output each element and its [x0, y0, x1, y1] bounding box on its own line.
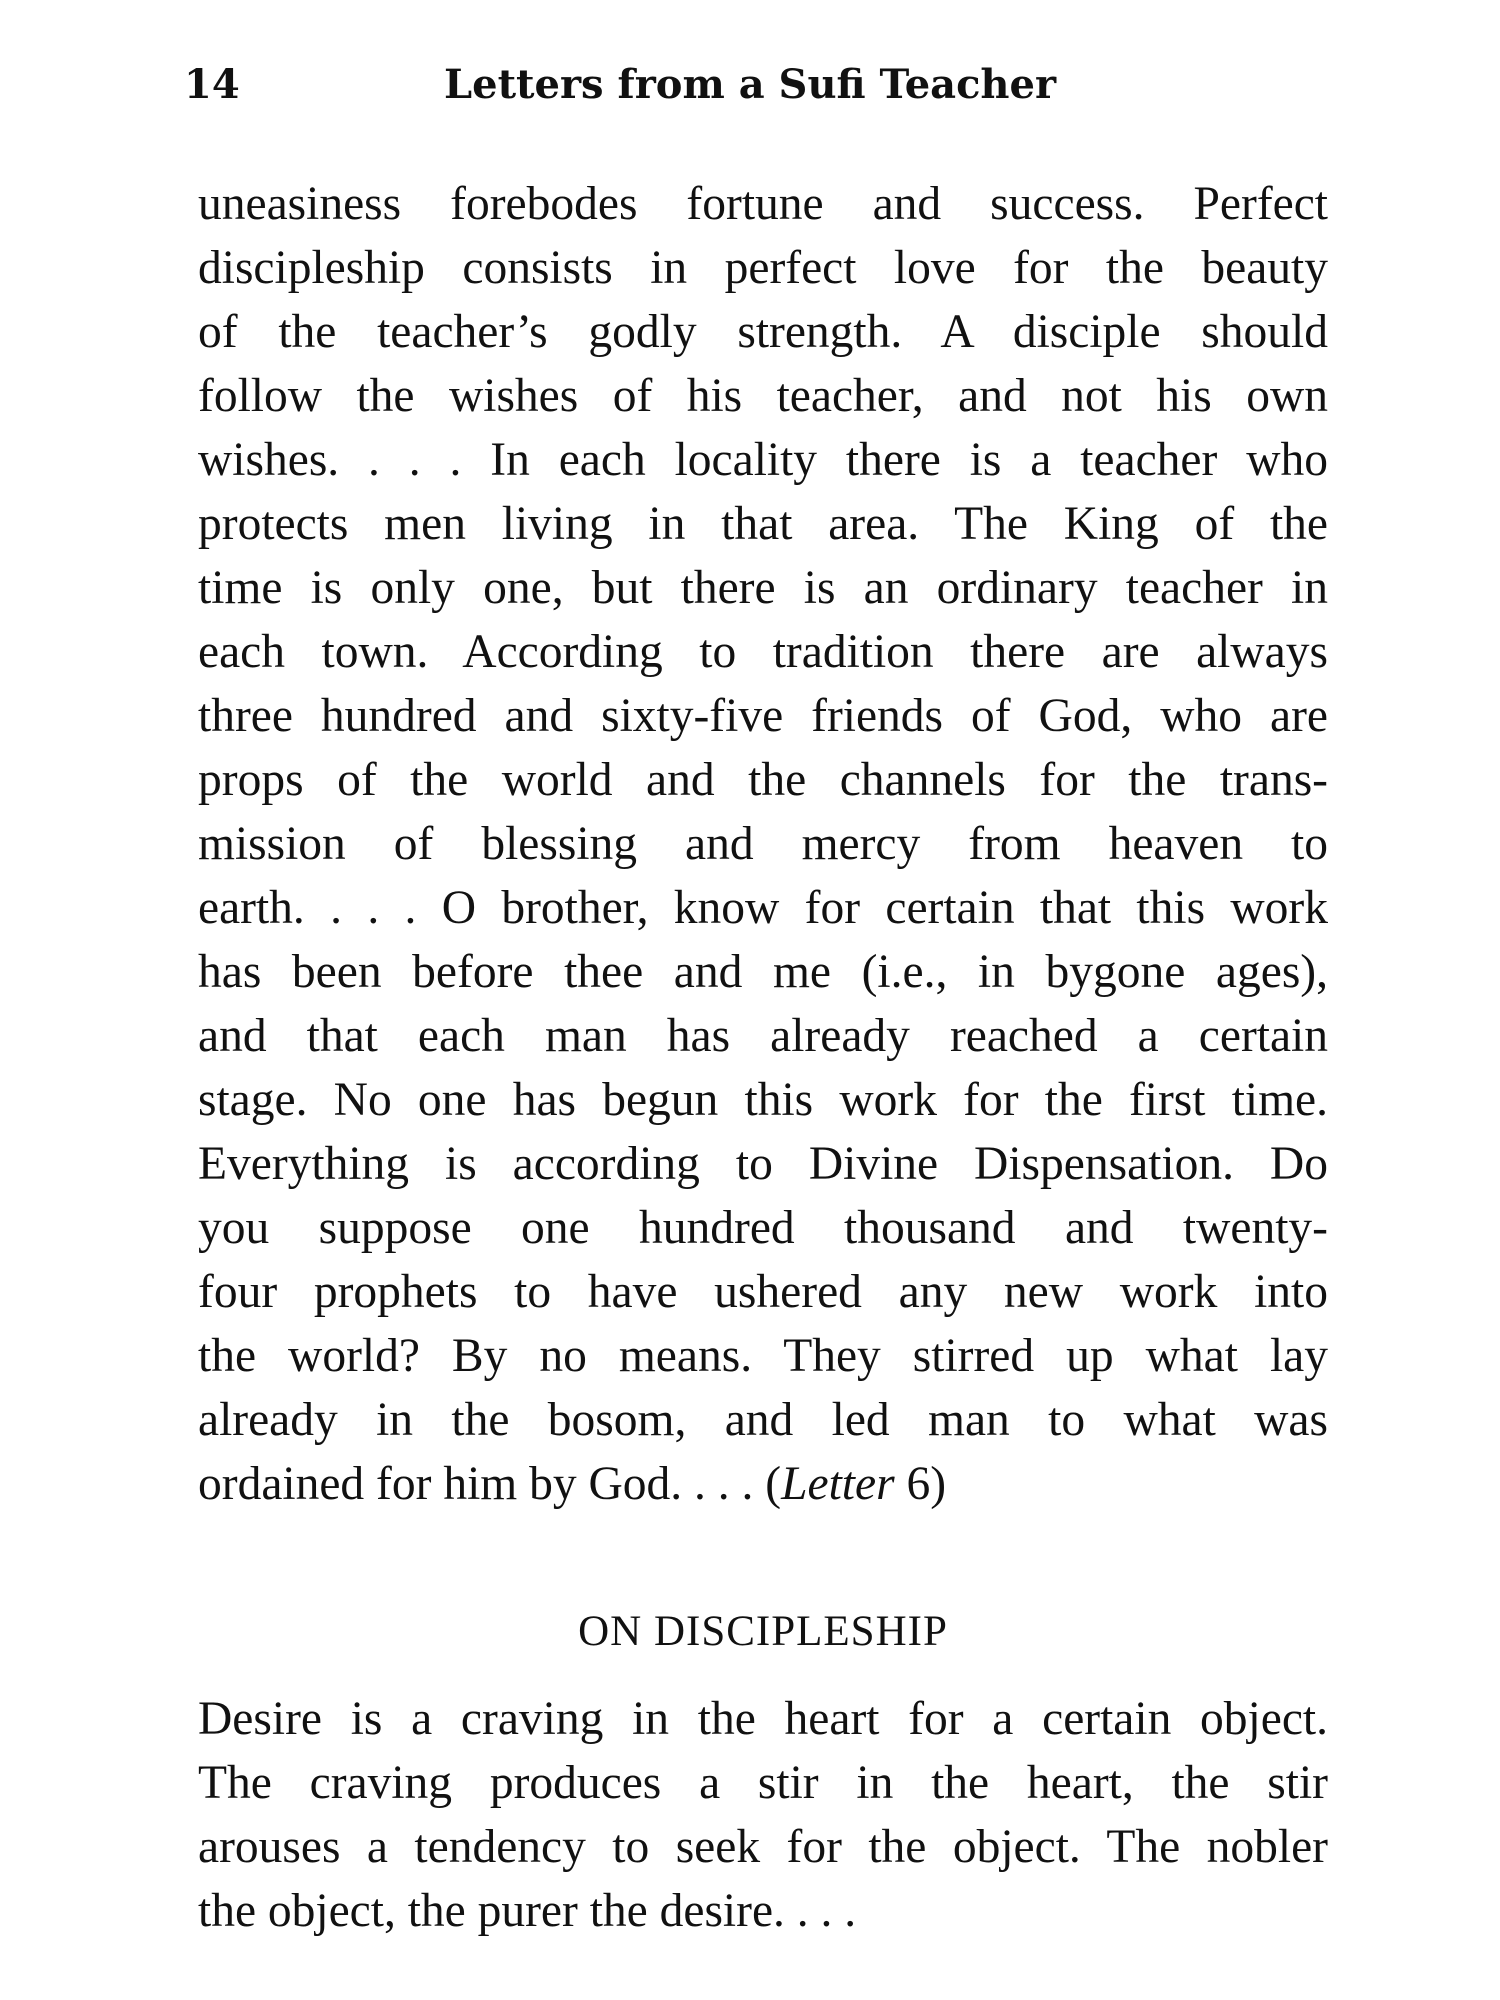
text-line: follow the wishes of his teacher, and not his own	[198, 370, 1328, 422]
text-line: stage. No one has begun this work for the first time.	[198, 1074, 1328, 1126]
text-line: Desire is a craving in the heart for a certain object.	[198, 1693, 1328, 1745]
text-line: uneasiness forebodes fortune and success. Perfect	[198, 178, 1328, 230]
discipleship-passage	[198, 1687, 1328, 1943]
letter-number: 6)	[894, 1458, 947, 1510]
text-line: each town. According to tradition there are always	[198, 626, 1328, 678]
text-line: time is only one, but there is an ordinary teacher in	[198, 562, 1328, 614]
text-line: protects men living in that area. The King of the	[198, 498, 1328, 550]
text-line: and that each man has already reached a certain	[198, 1010, 1328, 1062]
text-line: Everything is according to Divine Dispensation. Do	[198, 1138, 1328, 1190]
last-line-text: ordained for him by God. . . . (	[198, 1458, 782, 1510]
text-line: the world? By no means. They stirred up what lay	[198, 1330, 1328, 1382]
text-line: three hundred and sixty-five friends of God, who are	[198, 690, 1328, 742]
text-line: you suppose one hundred thousand and twenty-	[198, 1202, 1328, 1254]
text-line: four prophets to have ushered any new work into	[198, 1266, 1328, 1318]
text-line: discipleship consists in perfect love for the beauty	[198, 242, 1328, 294]
text-line: props of the world and the channels for the trans-	[198, 754, 1328, 806]
text-line: mission of blessing and mercy from heaven to	[198, 818, 1328, 870]
text-line-last: the object, the purer the desire. . . .	[198, 1885, 857, 1937]
letter-passage	[198, 172, 1328, 1516]
text-line: already in the bosom, and led man to what was	[198, 1394, 1328, 1446]
section-heading: ON DISCIPLESHIP	[578, 1608, 948, 1655]
text-line: of the teacher’s godly strength. A disciple should	[198, 306, 1328, 358]
page-number: 14	[184, 61, 240, 108]
book-title: Letters from a Sufi Teacher	[444, 61, 1057, 108]
text-line-last	[198, 1452, 1328, 1516]
text-line: has been before thee and me (i.e., in bygone ages),	[198, 946, 1328, 998]
running-head	[184, 50, 1314, 120]
text-line: wishes. . . . In each locality there is a teacher who	[198, 434, 1328, 486]
text-line: arouses a tendency to seek for the object. The nobler	[198, 1821, 1328, 1873]
text-line: earth. . . . O brother, know for certain that this work	[198, 882, 1328, 934]
text-line: The craving produces a stir in the heart, the stir	[198, 1757, 1328, 1809]
letter-citation: Letter	[781, 1458, 895, 1510]
